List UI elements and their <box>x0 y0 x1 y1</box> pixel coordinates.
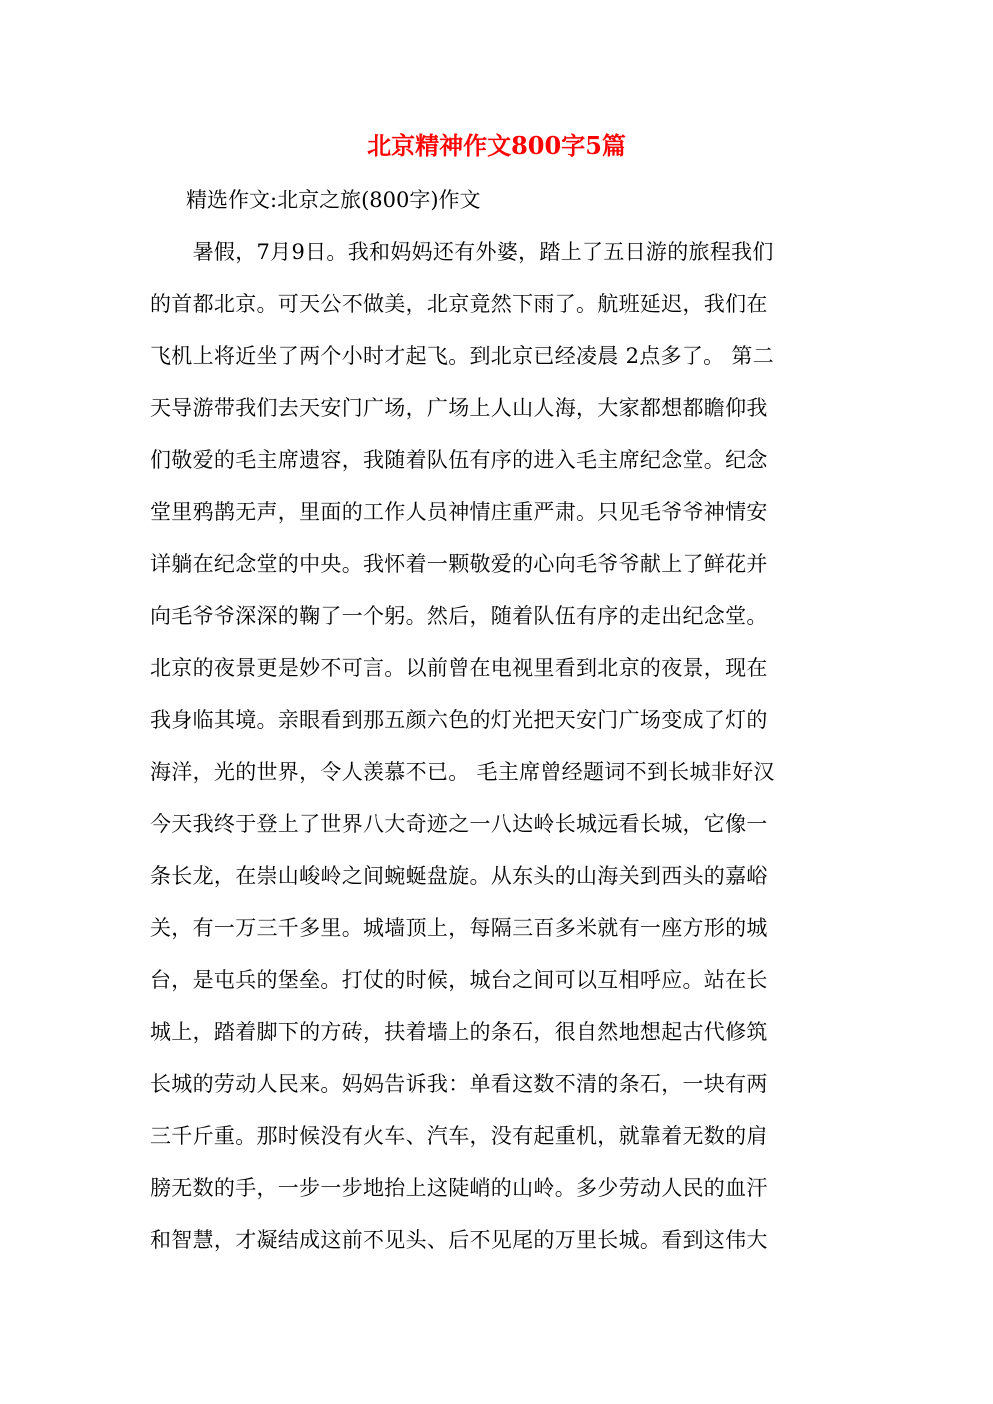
body-line: 今天我终于登上了世界八大奇迹之一八达岭长城远看长城，它像一 <box>150 812 768 836</box>
body-line: 北京的夜景更是妙不可言。以前曾在电视里看到北京的夜景，现在 <box>150 656 768 680</box>
document-title: 北京精神作文800字5篇 <box>367 131 626 160</box>
body-line: 海洋，光的世界，令人羡慕不已。 毛主席曾经题词不到长城非好汉 <box>150 760 775 784</box>
body-line: 堂里鸦鹊无声，里面的工作人员神情庄重严肃。只见毛爷爷神情安 <box>150 500 768 524</box>
document-subtitle: 精选作文:北京之旅(800字)作文 <box>186 188 481 212</box>
body-line: 暑假，7月9日。我和妈妈还有外婆，踏上了五日游的旅程我们 <box>150 240 774 264</box>
body-line: 膀无数的手，一步一步地抬上这陡峭的山岭。多少劳动人民的血汗 <box>150 1176 768 1200</box>
body-line: 条长龙，在崇山峻岭之间蜿蜒盘旋。从东头的山海关到西头的嘉峪 <box>150 864 768 888</box>
body-line: 关，有一万三千多里。城墙顶上，每隔三百多米就有一座方形的城 <box>150 916 768 940</box>
body-line: 三千斤重。那时候没有火车、汽车，没有起重机，就靠着无数的肩 <box>150 1124 768 1148</box>
body-line: 长城的劳动人民来。妈妈告诉我：单看这数不清的条石，一块有两 <box>150 1072 768 1096</box>
body-line: 我身临其境。亲眼看到那五颜六色的灯光把天安门广场变成了灯的 <box>150 708 768 732</box>
body-line: 城上，踏着脚下的方砖，扶着墙上的条石，很自然地想起古代修筑 <box>150 1020 768 1044</box>
body-line: 和智慧，才凝结成这前不见头、后不见尾的万里长城。看到这伟大 <box>150 1228 768 1252</box>
body-line: 向毛爷爷深深的鞠了一个躬。然后，随着队伍有序的走出纪念堂。 <box>150 604 768 628</box>
body-line: 的首都北京。可天公不做美，北京竟然下雨了。航班延迟，我们在 <box>150 292 768 316</box>
body-line: 天导游带我们去天安门广场，广场上人山人海，大家都想都瞻仰我 <box>150 396 768 420</box>
body-line: 详躺在纪念堂的中央。我怀着一颗敬爱的心向毛爷爷献上了鲜花并 <box>150 552 768 576</box>
body-line: 台，是屯兵的堡垒。打仗的时候，城台之间可以互相呼应。站在长 <box>150 968 768 992</box>
body-line: 飞机上将近坐了两个小时才起飞。到北京已经凌晨 2点多了。 第二 <box>150 344 775 368</box>
body-line: 们敬爱的毛主席遗容，我随着队伍有序的进入毛主席纪念堂。纪念 <box>150 448 768 472</box>
